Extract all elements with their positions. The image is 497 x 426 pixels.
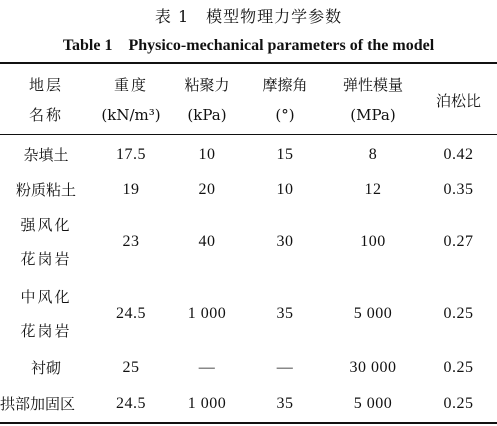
header-stratum-line2: 名称	[28, 106, 63, 124]
header-cohesion-line1: 粘聚力	[184, 76, 230, 94]
row-4-unit-weight: 24.5	[116, 305, 146, 322]
header-elastic-modulus-line1: 弹性模量	[342, 76, 403, 94]
header-cohesion-line2: (kPa)	[187, 106, 227, 124]
header-friction-angle-line1: 摩擦角	[262, 76, 308, 94]
row-4-cohesion: 1 000	[187, 305, 227, 322]
row-3-poisson-ratio: 0.27	[443, 233, 474, 250]
row-3-stratum-line1: 强风化	[20, 216, 72, 234]
row-1-cohesion: 10	[198, 146, 216, 163]
row-2-cohesion: 20	[198, 181, 216, 198]
row-3-stratum-line2: 花岗岩	[20, 250, 72, 268]
table-header-rule	[0, 134, 497, 135]
row-5-cohesion: —	[198, 359, 216, 376]
header-stratum-line1: 地层	[28, 76, 63, 94]
row-3-elastic-modulus: 100	[360, 233, 386, 250]
row-4-poisson-ratio: 0.25	[443, 305, 474, 322]
row-5-unit-weight: 25	[122, 359, 140, 376]
header-unit-weight-line2: (kN/m³)	[101, 106, 161, 124]
row-5-stratum: 衬砌	[30, 359, 61, 377]
header-poisson-ratio: 泊松比	[435, 92, 481, 110]
row-4-friction-angle: 35	[276, 305, 294, 322]
row-6-poisson-ratio: 0.25	[443, 395, 474, 412]
table-top-rule	[0, 62, 497, 64]
header-friction-angle-line2: (°)	[275, 106, 295, 124]
row-2-poisson-ratio: 0.35	[443, 181, 474, 198]
row-3-friction-angle: 30	[276, 233, 294, 250]
table-bottom-rule	[0, 422, 497, 424]
row-6-stratum: 拱部加固区	[0, 395, 76, 413]
row-5-poisson-ratio: 0.25	[443, 359, 474, 376]
table-caption-chinese: 表 1 模型物理力学参数	[154, 7, 343, 26]
row-2-unit-weight: 19	[122, 181, 140, 198]
row-5-elastic-modulus: 30 000	[349, 359, 397, 376]
row-6-unit-weight: 24.5	[116, 395, 146, 412]
row-4-elastic-modulus: 5 000	[353, 305, 393, 322]
row-3-cohesion: 40	[198, 233, 216, 250]
row-2-friction-angle: 10	[276, 181, 294, 198]
row-1-friction-angle: 15	[276, 146, 294, 163]
row-1-stratum: 杂填土	[23, 146, 69, 164]
row-1-unit-weight: 17.5	[116, 146, 146, 163]
row-2-elastic-modulus: 12	[364, 181, 382, 198]
header-unit-weight-line1: 重度	[113, 76, 148, 94]
row-1-elastic-modulus: 8	[368, 146, 378, 163]
row-3-unit-weight: 23	[122, 233, 140, 250]
table-caption-english: Table 1 Physico-mechanical parameters of the model	[62, 37, 435, 54]
row-6-elastic-modulus: 5 000	[353, 395, 393, 412]
row-4-stratum-line2: 花岗岩	[20, 322, 72, 340]
row-6-friction-angle: 35	[276, 395, 294, 412]
row-1-poisson-ratio: 0.42	[443, 146, 474, 163]
row-2-stratum: 粉质粘土	[15, 181, 76, 199]
row-6-cohesion: 1 000	[187, 395, 227, 412]
header-elastic-modulus-line2: (MPa)	[350, 106, 396, 124]
row-5-friction-angle: —	[276, 359, 294, 376]
row-4-stratum-line1: 中风化	[20, 288, 72, 306]
